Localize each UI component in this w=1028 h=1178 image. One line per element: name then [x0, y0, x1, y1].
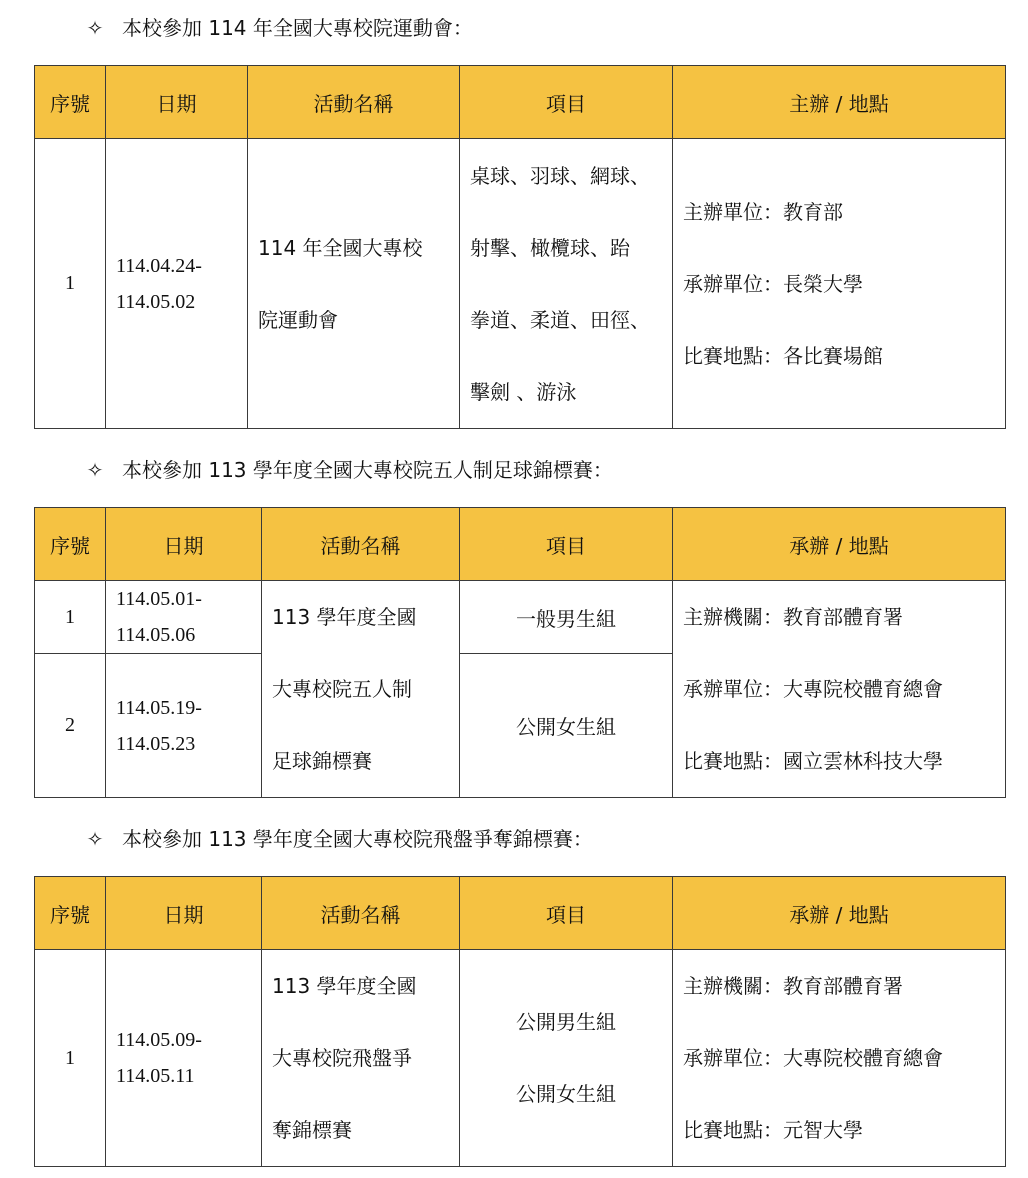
header-org-location: 承辦 / 地點 [673, 877, 1006, 950]
cell-item [460, 139, 673, 429]
cell-date [106, 139, 248, 429]
header-item: 項目 [460, 66, 673, 139]
date-start: 114.05.09- [116, 1029, 202, 1051]
cell-seq: 1 [35, 950, 106, 1167]
section-3-heading [80, 825, 593, 853]
header-date: 日期 [106, 508, 262, 581]
table-row [35, 581, 1006, 654]
item-line: 公開女生組 [516, 1082, 616, 1106]
cell-item: 一般男生組 [460, 581, 673, 654]
diamond-star-icon: ✧ [86, 458, 104, 482]
host-line: 主辦機關：教育部體育署 [683, 605, 903, 629]
header-host-location: 主辦 / 地點 [673, 66, 1006, 139]
table-header-row [35, 877, 1006, 950]
cell-host [673, 139, 1006, 429]
cell-date [106, 654, 262, 798]
date-end: 114.05.23 [116, 732, 196, 755]
section-2-table [34, 507, 1006, 798]
cell-seq: 2 [35, 654, 106, 798]
date-end: 114.05.11 [116, 1065, 195, 1087]
cell-item: 公開女生組 [460, 654, 673, 798]
table-row [35, 950, 1006, 1167]
host-line: 主辦單位：教育部 [683, 199, 843, 224]
host-line: 比賽地點：國立雲林科技大學 [683, 749, 943, 773]
host-line: 主辦機關：教育部體育署 [683, 974, 903, 998]
cell-seq: 1 [35, 581, 106, 654]
name-line: 奪錦標賽 [272, 1118, 352, 1142]
header-name: 活動名稱 [262, 877, 460, 950]
date-end: 114.05.06 [116, 624, 196, 647]
section-1-table [34, 65, 1006, 429]
header-seq: 序號 [35, 877, 106, 950]
header-date: 日期 [106, 877, 262, 950]
name-line: 大專校院飛盤爭 [272, 1046, 412, 1070]
table-row [35, 139, 1006, 429]
cell-date [106, 581, 262, 654]
cell-host [673, 950, 1006, 1167]
cell-seq: 1 [35, 139, 106, 429]
item-line: 公開男生組 [516, 1010, 616, 1034]
date-start: 114.05.01- [116, 588, 202, 611]
header-item: 項目 [460, 508, 673, 581]
name-line: 113 學年度全國 [272, 974, 417, 998]
item-line: 擊劍 、游泳 [470, 379, 577, 404]
diamond-star-icon: ✧ [86, 16, 104, 40]
section-2-heading [80, 456, 613, 484]
table-header-row [35, 508, 1006, 581]
date-end: 114.05.02 [116, 290, 196, 313]
name-line: 院運動會 [258, 307, 338, 332]
header-date: 日期 [106, 66, 248, 139]
host-line: 承辦單位：大專院校體育總會 [683, 1046, 943, 1070]
name-line: 113 學年度全國 [272, 605, 417, 629]
cell-name [248, 139, 460, 429]
host-line: 比賽地點：各比賽場館 [683, 343, 883, 368]
diamond-star-icon: ✧ [86, 827, 104, 851]
header-seq: 序號 [35, 508, 106, 581]
host-line: 比賽地點：元智大學 [683, 1118, 863, 1142]
header-name: 活動名稱 [262, 508, 460, 581]
section-3-table [34, 876, 1006, 1167]
host-line: 承辦單位：長榮大學 [683, 271, 863, 296]
cell-date [106, 950, 262, 1167]
cell-item [460, 950, 673, 1167]
item-line: 拳道、柔道、田徑、 [470, 307, 650, 332]
header-item: 項目 [460, 877, 673, 950]
header-seq: 序號 [35, 66, 106, 139]
item-line: 射擊、橄欖球、跆 [470, 235, 630, 260]
section-title: 本校參加 113 學年度全國大專校院五人制足球錦標賽： [122, 458, 613, 482]
name-line: 114 年全國大專校 [258, 235, 423, 260]
cell-host [673, 581, 1006, 798]
name-line: 大專校院五人制 [272, 677, 412, 701]
table-header-row [35, 66, 1006, 139]
header-name: 活動名稱 [248, 66, 460, 139]
cell-name [262, 581, 460, 798]
item-line: 桌球、羽球、網球、 [470, 163, 650, 188]
name-line: 足球錦標賽 [272, 749, 372, 773]
section-1-heading [80, 14, 473, 42]
cell-name [262, 950, 460, 1167]
section-title: 本校參加 114 年全國大專校院運動會： [122, 16, 473, 40]
header-org-location: 承辦 / 地點 [673, 508, 1006, 581]
date-start: 114.04.24- [116, 254, 202, 277]
host-line: 承辦單位：大專院校體育總會 [683, 677, 943, 701]
date-start: 114.05.19- [116, 696, 202, 719]
section-title: 本校參加 113 學年度全國大專校院飛盤爭奪錦標賽： [122, 827, 593, 851]
